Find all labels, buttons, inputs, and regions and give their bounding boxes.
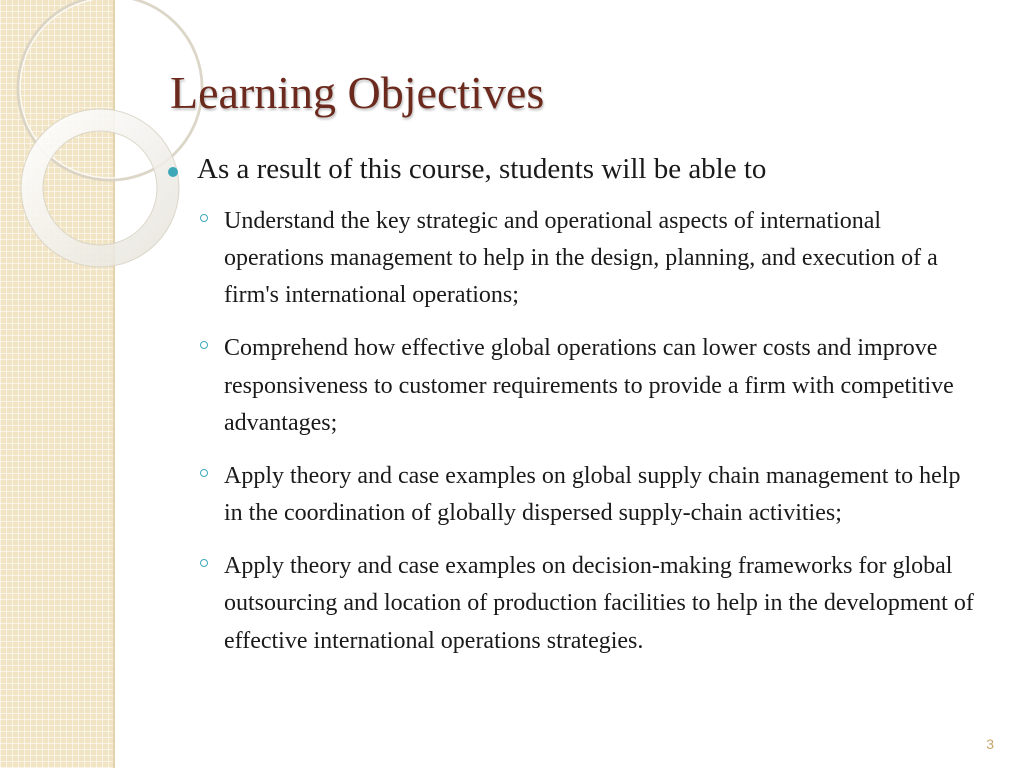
bullet-content: [168, 152, 983, 676]
objective-text: Apply theory and case examples on global supply chain management to help in the coordination of globally dispersed supply-chain activities;: [224, 462, 961, 527]
ring-bullet-icon: [200, 341, 208, 349]
objective-text: Understand the key strategic and operational aspects of international operations management to help in the design, planning, and execution of a firm's international operations;: [224, 207, 938, 309]
objective-item: [200, 548, 983, 660]
ring-bullet-icon: [200, 469, 208, 477]
objective-text: Comprehend how effective global operations can lower costs and improve responsiveness to customer requirements to provide a firm with competitive advantages;: [224, 335, 954, 436]
thick-ring: [32, 120, 168, 256]
intro-bullet: [168, 152, 983, 187]
objective-text: Apply theory and case examples on decision-making frameworks for global outsourcing and location of production facilities to help in the development of effective international operations strategies.: [224, 553, 974, 654]
objective-item: [200, 203, 983, 315]
ring-bullet-icon: [200, 559, 208, 567]
intro-text: As a result of this course, students will be able to: [197, 153, 767, 185]
filled-dot-bullet-icon: [168, 167, 178, 177]
objective-item: [200, 330, 983, 442]
page-number: 3: [986, 736, 994, 752]
ring-bullet-icon: [200, 214, 208, 222]
objective-item: [200, 458, 983, 532]
slide-title: Learning Objectives: [170, 67, 545, 118]
